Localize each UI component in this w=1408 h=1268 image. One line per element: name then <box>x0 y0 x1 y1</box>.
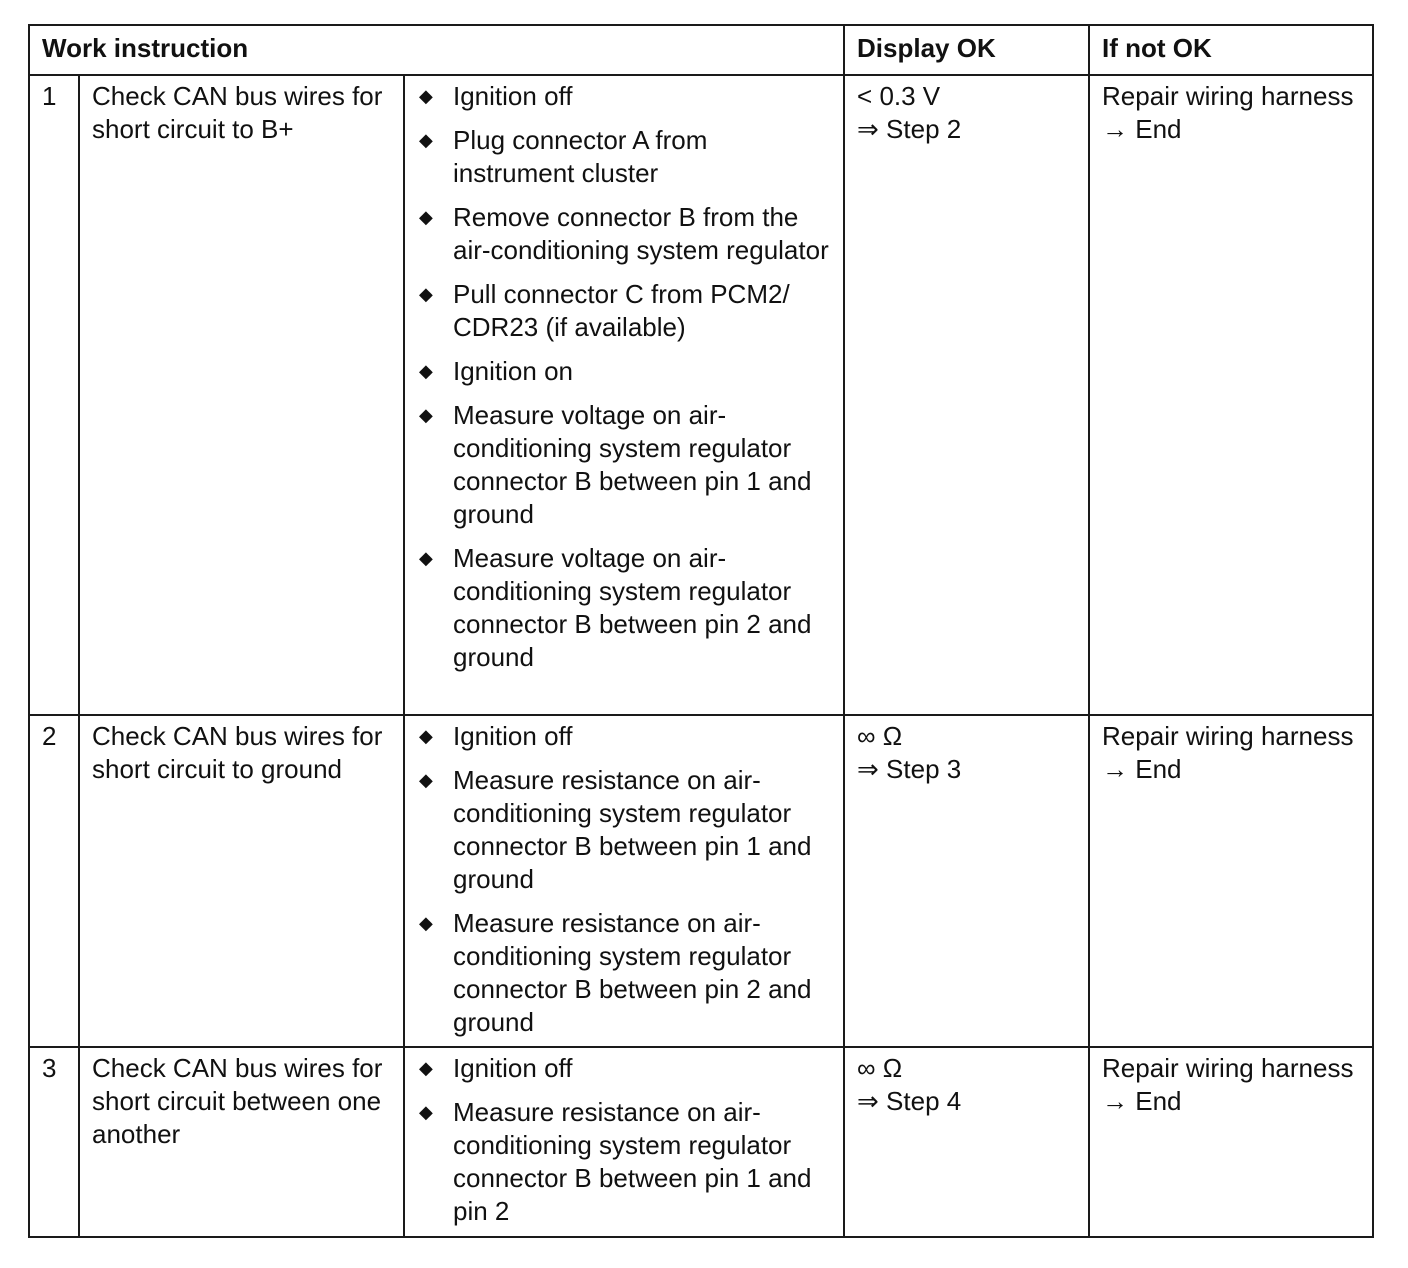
header-display-ok: Display OK <box>844 25 1089 75</box>
if-not-ok-cell <box>1089 75 1373 715</box>
list-item <box>417 201 833 267</box>
instruction-text: Plug connector A from instrument cluster <box>453 125 708 188</box>
instruction-text: Remove connector B from the air-conditioning system regulator <box>453 202 829 265</box>
instruction-text: Pull connector C from PCM2/ CDR23 (if available) <box>453 279 790 342</box>
diamond-bullet-icon: ◆ <box>419 1102 433 1122</box>
list-item <box>417 1096 833 1228</box>
header-work-instruction: Work instruction <box>29 25 844 75</box>
if-not-ok-cell <box>1089 715 1373 1047</box>
diamond-bullet-icon: ◆ <box>419 207 433 227</box>
display-value: ∞ Ω <box>857 721 903 751</box>
fail-next-step: → End <box>1102 114 1182 144</box>
step-description: Check CAN bus wires for short circuit between one another <box>79 1047 404 1237</box>
list-item <box>417 1052 833 1085</box>
table-row <box>29 75 1373 715</box>
step-description: Check CAN bus wires for short circuit to ground <box>79 715 404 1047</box>
list-item <box>417 542 833 674</box>
step-description: Check CAN bus wires for short circuit to B+ <box>79 75 404 715</box>
diamond-bullet-icon: ◆ <box>419 405 433 425</box>
display-ok-cell <box>844 715 1089 1047</box>
diamond-bullet-icon: ◆ <box>419 913 433 933</box>
list-item <box>417 399 833 531</box>
display-next-step: ⇒ Step 4 <box>857 1086 962 1116</box>
diamond-bullet-icon: ◆ <box>419 770 433 790</box>
step-instructions <box>404 1047 844 1237</box>
instruction-text: Ignition on <box>453 356 573 386</box>
table-row <box>29 1047 1373 1237</box>
list-item <box>417 907 833 1039</box>
instruction-text: Measure resistance on air-conditioning system regulator connector B between pin 2 and ground <box>453 908 812 1037</box>
step-number: 2 <box>29 715 79 1047</box>
instruction-list <box>417 1052 833 1228</box>
step-instructions <box>404 715 844 1047</box>
diamond-bullet-icon: ◆ <box>419 130 433 150</box>
table-header-row <box>29 25 1373 75</box>
diamond-bullet-icon: ◆ <box>419 1058 433 1078</box>
display-ok-cell <box>844 75 1089 715</box>
list-item <box>417 80 833 113</box>
display-next-step: ⇒ Step 2 <box>857 114 962 144</box>
display-value: ∞ Ω <box>857 1053 903 1083</box>
step-number: 1 <box>29 75 79 715</box>
step-number: 3 <box>29 1047 79 1237</box>
instruction-text: Measure voltage on air-conditioning system regulator connector B between pin 2 and ground <box>453 543 812 672</box>
instruction-text: Measure resistance on air-conditioning system regulator connector B between pin 1 and pin 2 <box>453 1097 812 1226</box>
if-not-ok-cell <box>1089 1047 1373 1237</box>
diamond-bullet-icon: ◆ <box>419 86 433 106</box>
list-item <box>417 124 833 190</box>
display-next-step: ⇒ Step 3 <box>857 754 962 784</box>
instruction-text: Ignition off <box>453 721 573 751</box>
display-value: < 0.3 V <box>857 81 941 111</box>
display-ok-cell <box>844 1047 1089 1237</box>
table-row <box>29 715 1373 1047</box>
work-instruction-table <box>28 24 1374 1238</box>
instruction-list <box>417 720 833 1039</box>
diamond-bullet-icon: ◆ <box>419 361 433 381</box>
list-item <box>417 720 833 753</box>
instruction-text: Ignition off <box>453 81 573 111</box>
diamond-bullet-icon: ◆ <box>419 548 433 568</box>
diamond-bullet-icon: ◆ <box>419 726 433 746</box>
instruction-text: Ignition off <box>453 1053 573 1083</box>
fail-action: Repair wiring harness <box>1102 1053 1354 1083</box>
step-instructions <box>404 75 844 715</box>
fail-next-step: → End <box>1102 754 1182 784</box>
list-item <box>417 278 833 344</box>
list-item <box>417 355 833 388</box>
instruction-list <box>417 80 833 674</box>
header-if-not-ok: If not OK <box>1089 25 1373 75</box>
instruction-text: Measure voltage on air-conditioning system regulator connector B between pin 1 and ground <box>453 400 812 529</box>
list-item <box>417 764 833 896</box>
fail-action: Repair wiring harness <box>1102 721 1354 751</box>
diamond-bullet-icon: ◆ <box>419 284 433 304</box>
fail-next-step: → End <box>1102 1086 1182 1116</box>
fail-action: Repair wiring harness <box>1102 81 1354 111</box>
instruction-text: Measure resistance on air-conditioning system regulator connector B between pin 1 and ground <box>453 765 812 894</box>
